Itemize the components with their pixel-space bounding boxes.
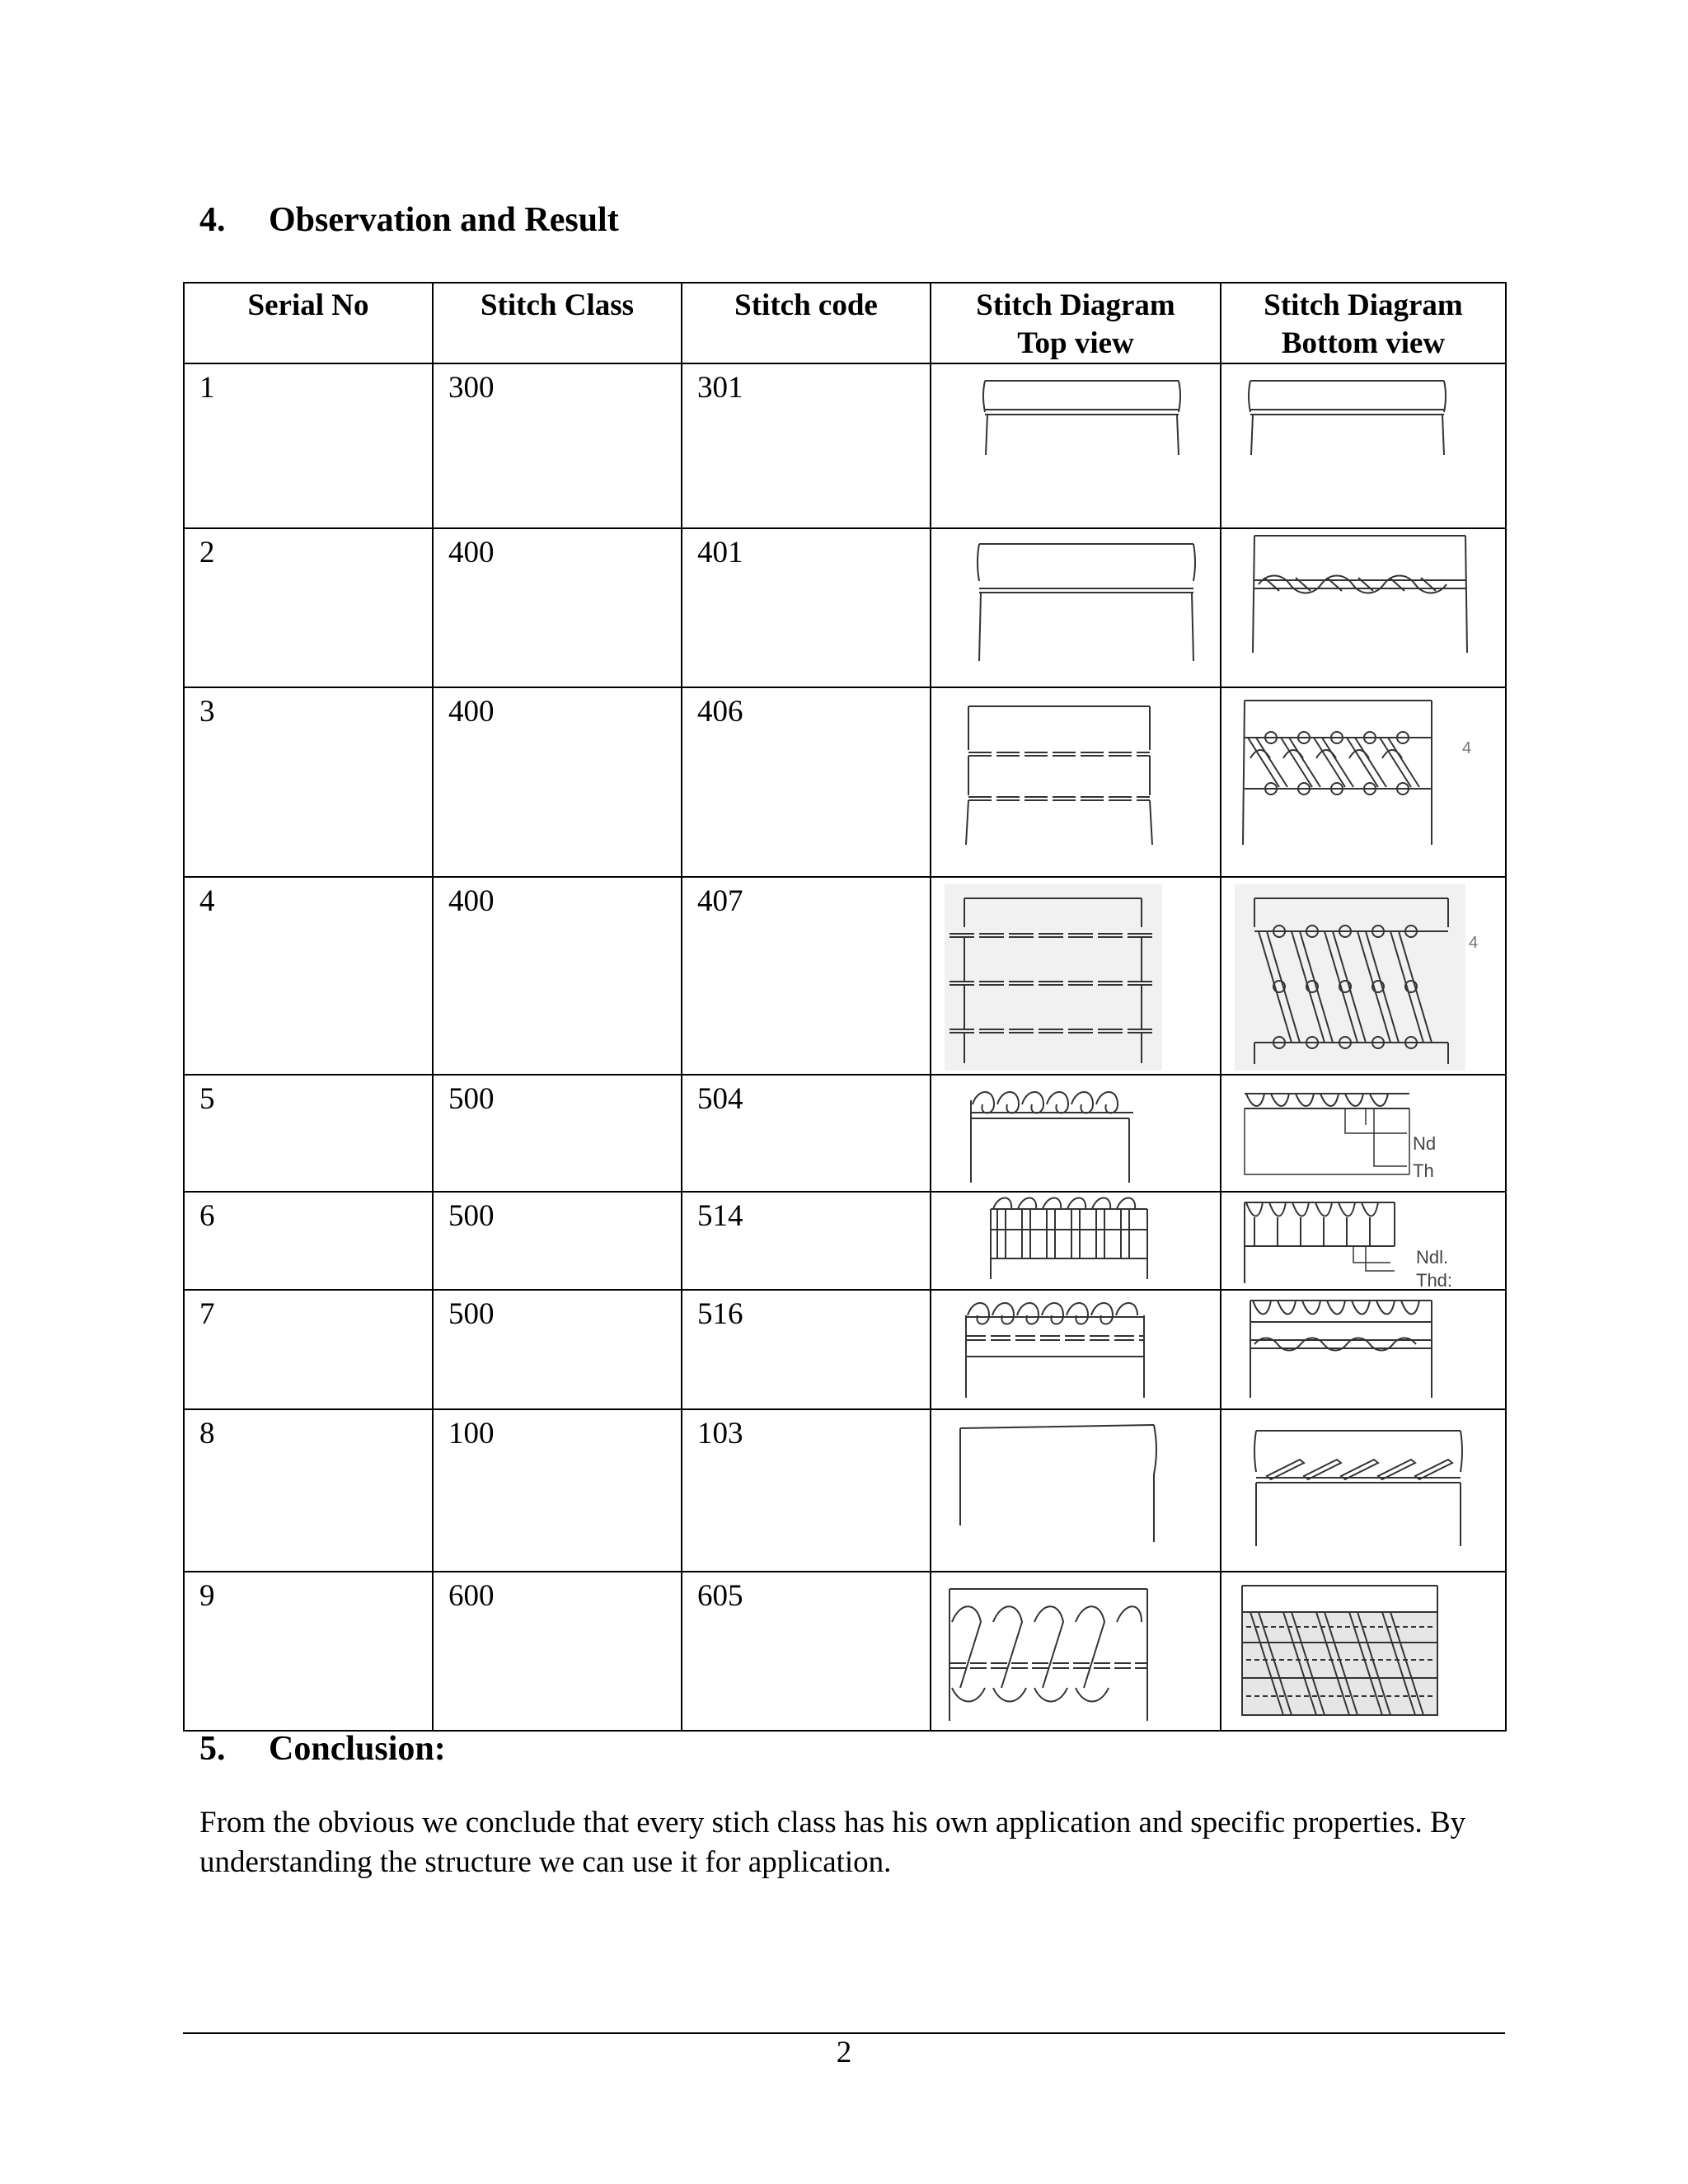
bottom-diagram-cell (1221, 1572, 1506, 1731)
header-diagram-bottom-line1: Stitch Diagram (1264, 288, 1463, 322)
stitch-605-bottom-diagram (1221, 1572, 1507, 1732)
section-number: 5. (199, 1730, 226, 1768)
bottom-diagram-cell (1221, 877, 1506, 1075)
table-row (184, 363, 1506, 528)
stitch-516-top-diagram (931, 1291, 1221, 1410)
stitch-406-bottom-diagram (1221, 688, 1507, 878)
bottom-diagram-cell (1221, 687, 1506, 877)
conclusion-text: From the obvious we conclude that every stich class has his own application and specific properties. By understanding the structure we can use it for application. (199, 1806, 1466, 1879)
page-number: 2 (836, 2036, 852, 2069)
section-title: Observation and Result (269, 201, 619, 239)
code-cell: 406 (682, 687, 931, 877)
code-cell: 516 (682, 1290, 931, 1409)
thread-label: Thd: (1416, 1270, 1453, 1291)
code-cell: 407 (682, 877, 931, 1075)
top-diagram-cell (931, 1192, 1221, 1290)
stitch-301-bottom-diagram (1221, 364, 1507, 529)
table-row (184, 1572, 1506, 1731)
class-cell: 500 (433, 1192, 682, 1290)
serial-cell: 8 (184, 1409, 433, 1572)
table-row (184, 1075, 1506, 1192)
stitch-406-top-diagram (931, 688, 1221, 878)
class-cell: 400 (433, 877, 682, 1075)
code-cell: 401 (682, 528, 931, 687)
diagram-mark: 4 (1462, 739, 1472, 757)
serial-cell: 2 (184, 528, 433, 687)
stitch-516-bottom-diagram (1221, 1291, 1507, 1410)
top-diagram-cell (931, 687, 1221, 877)
top-diagram-cell (931, 877, 1221, 1075)
stitch-103-top-diagram (931, 1410, 1221, 1572)
section-title: Conclusion: (269, 1730, 446, 1768)
class-cell: 500 (433, 1290, 682, 1409)
header-stitch-code: Stitch code (682, 283, 931, 363)
stitch-table (183, 282, 1507, 1732)
table-row (184, 1409, 1506, 1572)
top-diagram-cell (931, 1075, 1221, 1192)
stitch-407-bottom-diagram (1221, 878, 1507, 1076)
class-cell: 500 (433, 1075, 682, 1192)
stitch-301-top-diagram (931, 364, 1221, 529)
class-cell: 400 (433, 528, 682, 687)
looper-thread-label: Th (1413, 1160, 1434, 1181)
class-cell: 100 (433, 1409, 682, 1572)
top-diagram-cell (931, 363, 1221, 528)
bottom-diagram-cell (1221, 1075, 1506, 1192)
class-cell: 600 (433, 1572, 682, 1731)
code-cell: 514 (682, 1192, 931, 1290)
header-diagram-top-line1: Stitch Diagram (976, 288, 1175, 322)
bottom-diagram-cell (1221, 1409, 1506, 1572)
bottom-diagram-cell (1221, 1290, 1506, 1409)
class-cell: 400 (433, 687, 682, 877)
serial-cell: 7 (184, 1290, 433, 1409)
top-diagram-cell (931, 1409, 1221, 1572)
top-diagram-cell (931, 528, 1221, 687)
serial-cell: 3 (184, 687, 433, 877)
table-header-row (184, 283, 1506, 363)
header-serial-no: Serial No (184, 283, 433, 363)
code-cell: 504 (682, 1075, 931, 1192)
stitch-605-top-diagram (931, 1572, 1221, 1732)
bottom-diagram-cell (1221, 1192, 1506, 1290)
serial-cell: 5 (184, 1075, 433, 1192)
table-row (184, 528, 1506, 687)
top-diagram-cell (931, 1290, 1221, 1409)
code-cell: 605 (682, 1572, 931, 1731)
diagram-mark: 4 (1469, 934, 1479, 952)
section-5-heading (199, 1729, 446, 1769)
bottom-diagram-cell (1221, 528, 1506, 687)
code-cell: 103 (682, 1409, 931, 1572)
header-diagram-bottom-line2: Bottom view (1281, 326, 1446, 360)
stitch-504-top-diagram (931, 1076, 1221, 1193)
serial-cell: 6 (184, 1192, 433, 1290)
bottom-diagram-cell (1221, 363, 1506, 528)
needle-label: Ndl. (1416, 1247, 1449, 1268)
stitch-407-top-diagram (931, 878, 1221, 1076)
serial-cell: 9 (184, 1572, 433, 1731)
header-diagram-top-line2: Top view (1017, 326, 1134, 360)
header-diagram-top (931, 283, 1221, 363)
stitch-401-bottom-diagram (1221, 529, 1507, 688)
table-row (184, 877, 1506, 1075)
serial-cell: 4 (184, 877, 433, 1075)
table-row (184, 687, 1506, 877)
header-diagram-bottom (1221, 283, 1506, 363)
table-row (184, 1290, 1506, 1409)
top-diagram-cell (931, 1572, 1221, 1731)
stitch-103-bottom-diagram (1221, 1410, 1507, 1572)
serial-cell: 1 (184, 363, 433, 528)
section-4-heading (199, 200, 619, 240)
stitch-504-bottom-diagram (1221, 1076, 1507, 1193)
stitch-514-bottom-diagram (1221, 1193, 1507, 1291)
table-row (184, 1192, 1506, 1290)
section-number: 4. (199, 201, 226, 239)
header-stitch-class: Stitch Class (433, 283, 682, 363)
stitch-401-top-diagram (931, 529, 1221, 688)
class-cell: 300 (433, 363, 682, 528)
stitch-514-top-diagram (931, 1193, 1221, 1291)
needle-thread-label: Nd (1413, 1133, 1437, 1154)
code-cell: 301 (682, 363, 931, 528)
